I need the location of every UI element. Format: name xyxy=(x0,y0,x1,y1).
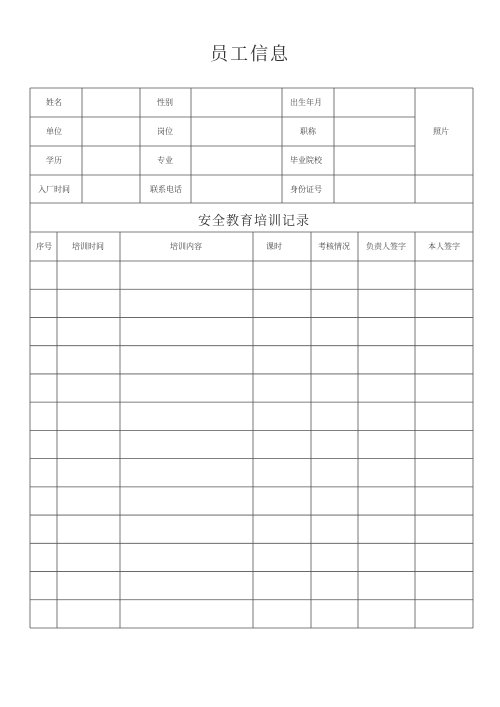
label-id-number: 身份证号 xyxy=(290,185,322,194)
label-unit: 单位 xyxy=(46,127,62,136)
section-title: 安全教育培训记录 xyxy=(198,214,311,229)
label-major: 专业 xyxy=(157,156,173,165)
col-header-supervisor-sign: 负责人签字 xyxy=(366,242,406,251)
col-header-hours: 课时 xyxy=(266,242,282,251)
col-header-assessment: 考核情况 xyxy=(318,242,350,251)
label-birth: 出生年月 xyxy=(290,98,322,107)
label-education: 学历 xyxy=(46,156,62,165)
label-rank: 职称 xyxy=(300,127,316,136)
label-phone: 联系电话 xyxy=(150,185,182,194)
col-header-content: 培训内容 xyxy=(170,242,202,251)
label-photo: 照片 xyxy=(433,127,449,136)
label-entry-date: 入厂时间 xyxy=(38,185,70,194)
page-title: 员工信息 xyxy=(210,44,290,65)
col-header-date: 培训时间 xyxy=(72,242,104,251)
col-header-self-sign: 本人签字 xyxy=(428,242,460,251)
label-position: 岗位 xyxy=(157,127,173,136)
label-name: 姓名 xyxy=(46,98,62,107)
col-header-index: 序号 xyxy=(36,242,52,251)
label-school: 毕业院校 xyxy=(290,156,322,165)
label-gender: 性别 xyxy=(157,98,173,107)
